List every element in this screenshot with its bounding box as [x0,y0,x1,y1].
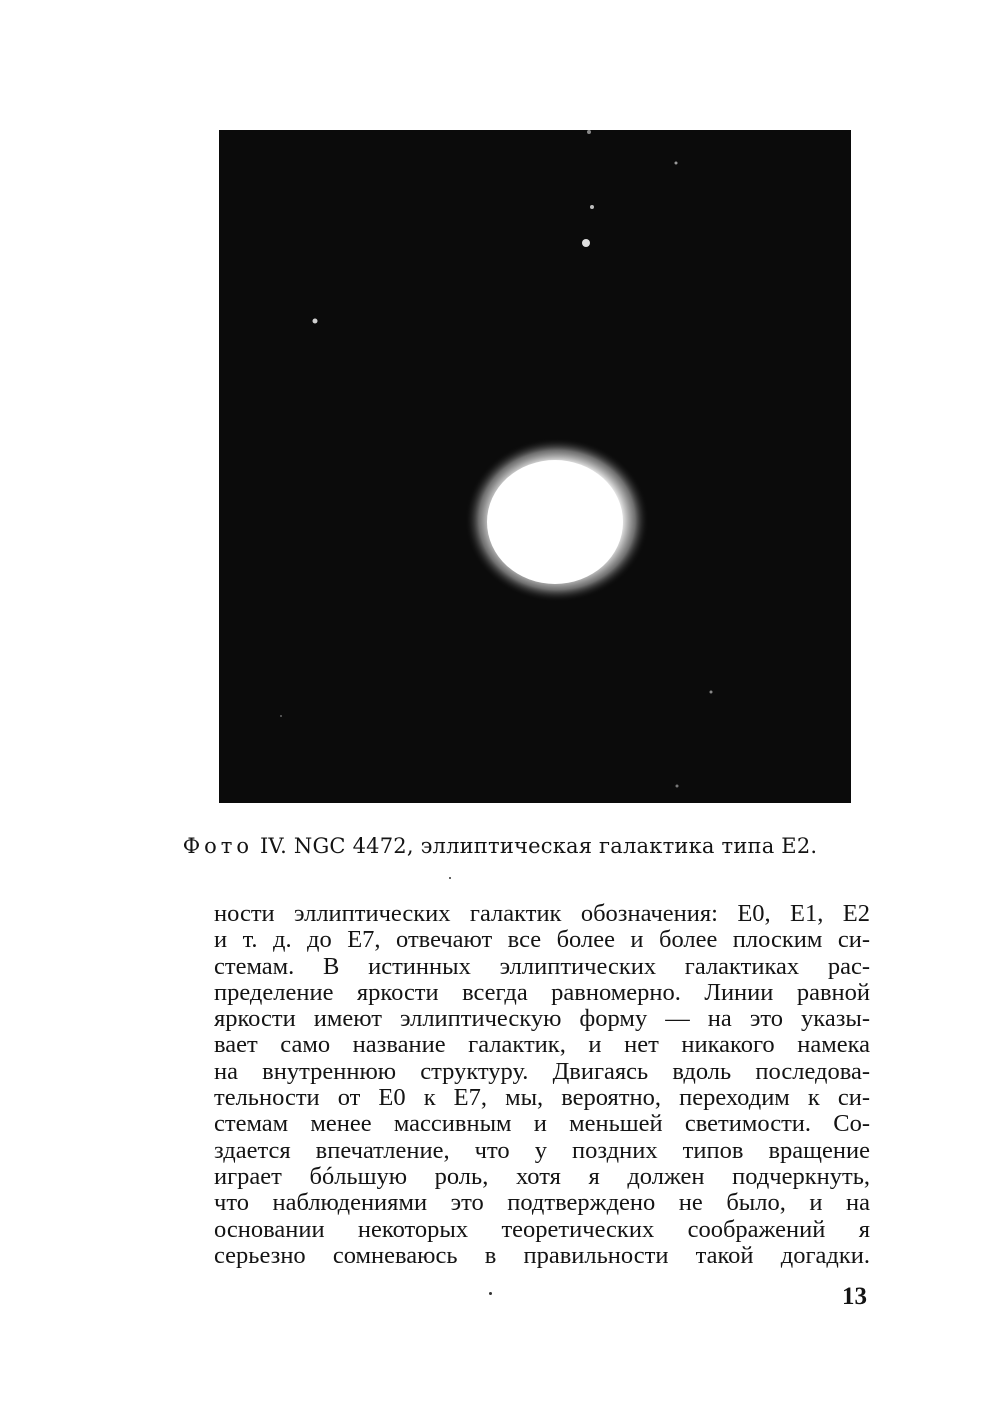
star [280,715,282,717]
text-line: ности эллиптических галактик обозначения: E0, E1, E2 [214,901,870,927]
text-line: пределение яркости всегда равномерно. Линии равной [214,979,870,1006]
text-line: яркости имеют эллиптическую форму — на это указы- [214,1006,870,1033]
star [710,691,713,694]
text-line: основании некоторых теоретических соображений я [214,1216,870,1243]
text-line: стемам. В истинных эллиптических галактиках рас- [214,953,870,980]
print-speck [489,1292,492,1295]
star [590,205,594,209]
text-line: играет бóльшую роль, хотя я должен подчеркнуть, [214,1163,870,1190]
star [587,130,591,134]
figure-caption [0,834,1000,858]
text-line: что наблюдениями это подтверждено не было, и на [214,1190,870,1217]
text-line: тельности от E0 к E7, мы, вероятно, переходим к си- [214,1085,870,1112]
star [582,239,590,247]
caption-text: IV. NGC 4472, эллиптическая галактика типа E2. [253,834,818,858]
print-speck [449,877,451,879]
star [313,319,318,324]
star [676,785,679,788]
text-line: вает само название галактик, и нет никакого намека [214,1032,870,1059]
text-line: и т. д. до E7, отвечают все более и более плоским си- [214,927,870,954]
galaxy-core [487,460,623,584]
caption-lead: Фото [182,834,254,858]
star [675,162,678,165]
page-number: 13 [842,1283,867,1310]
galaxy-photo [219,130,851,803]
galaxy-image [219,130,851,803]
body-text [214,901,870,1269]
text-line: здается впечатление, что у поздних типов вращение [214,1137,870,1164]
text-line: стемам менее массивным и меньшей светимости. Со- [214,1111,870,1138]
text-line: серьезно сомневаюсь в правильности такой догадки. [214,1242,870,1269]
text-line: на внутреннюю структуру. Двигаясь вдоль последова- [214,1058,870,1085]
